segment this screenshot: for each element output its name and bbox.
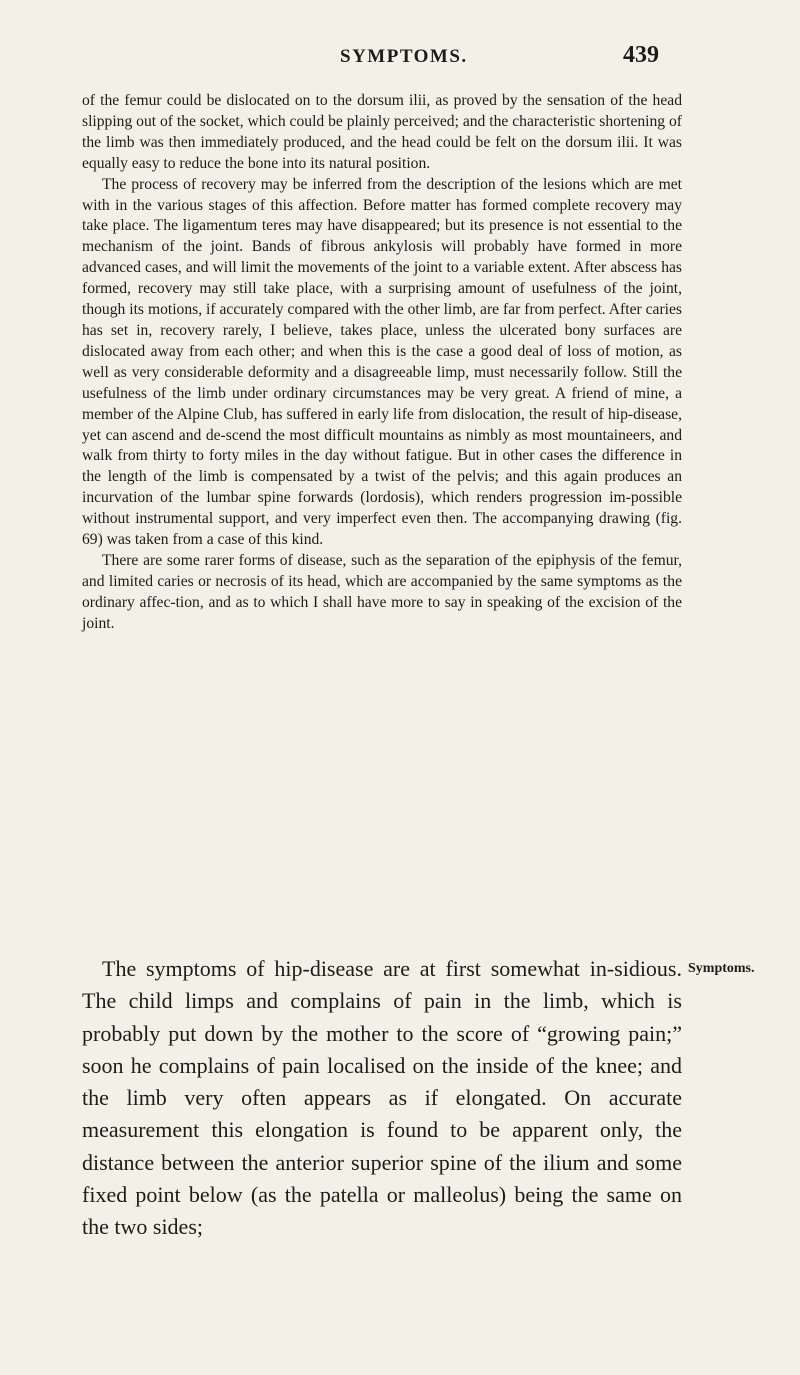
running-header	[0, 42, 800, 76]
running-title: SYMPTOMS.	[340, 46, 468, 67]
paragraph-rarer-forms: There are some rarer forms of disease, such as the separation of the epiphysis of the femur, and limited caries or necrosis of its head, which are accompanied by the same symptoms as the ordinary affec-tion, and as to which I shall have more to say in speaking of the excision of the joint.	[82, 551, 682, 632]
margin-note-symptoms: Symptoms.	[688, 961, 755, 976]
small-print-section	[82, 91, 682, 635]
paragraph-continuation: of the femur could be dislocated on to the dorsum ilii, as proved by the sensation of the head slipping out of the socket, which could be plainly perceived; and the characteristic shortening of the limb was then immediately produced, and the head could be felt on the dorsum ilii. It was equally easy to reduce the bone into its natural position.	[82, 92, 682, 172]
large-print-section	[82, 953, 682, 1244]
page-number: 439	[623, 42, 659, 68]
paragraph-symptoms: The symptoms of hip-disease are at first somewhat in-sidious. The child limps and complains of pain in the limb, which is probably put down by the mother to the score of “growing pain;” soon he complains of pain localised on the inside of the knee; and the limb very often appears as if elongated. On accurate measurement this elongation is found to be apparent only, the distance between the anterior superior spine of the ilium and some fixed point below (as the patella or malleolus) being the same on the two sides;	[82, 956, 682, 1240]
paragraph-recovery: The process of recovery may be inferred from the description of the lesions which are met with in the various stages of this affection. Before matter has formed complete recovery may take place. The ligamentum teres may have disappeared; but its presence is not essential to the mechanism of the joint. Bands of fibrous ankylosis will probably have formed in more advanced cases, and will limit the movements of the joint to a variable extent. After abscess has formed, recovery may still take place, with a surprising amount of usefulness of the joint, though its motions, if accurately compared with the other limb, are far from perfect. After caries has set in, recovery rarely, I believe, takes place, unless the ulcerated bony surfaces are dislocated away from each other; and when this is the case a good deal of loss of motion, as well as very considerable deformity and a disagreeable limp, must necessarily follow. Still the usefulness of the limb under ordinary circumstances may be very great. A friend of mine, a member of the Alpine Club, has suffered in early life from dislocation, the result of hip-disease, yet can ascend and de-scend the most difficult mountains as nimbly as most mountaineers, and walk from thirty to forty miles in the day without fatigue. But in other cases the difference in the length of the limb is compensated by a twist of the pelvis; and this again produces an incurvation of the lumbar spine forwards (lordosis), which renders progression im-possible without instrumental support, and very imperfect even then. The accompanying drawing (fig. 69) was taken from a case of this kind.	[82, 175, 682, 549]
